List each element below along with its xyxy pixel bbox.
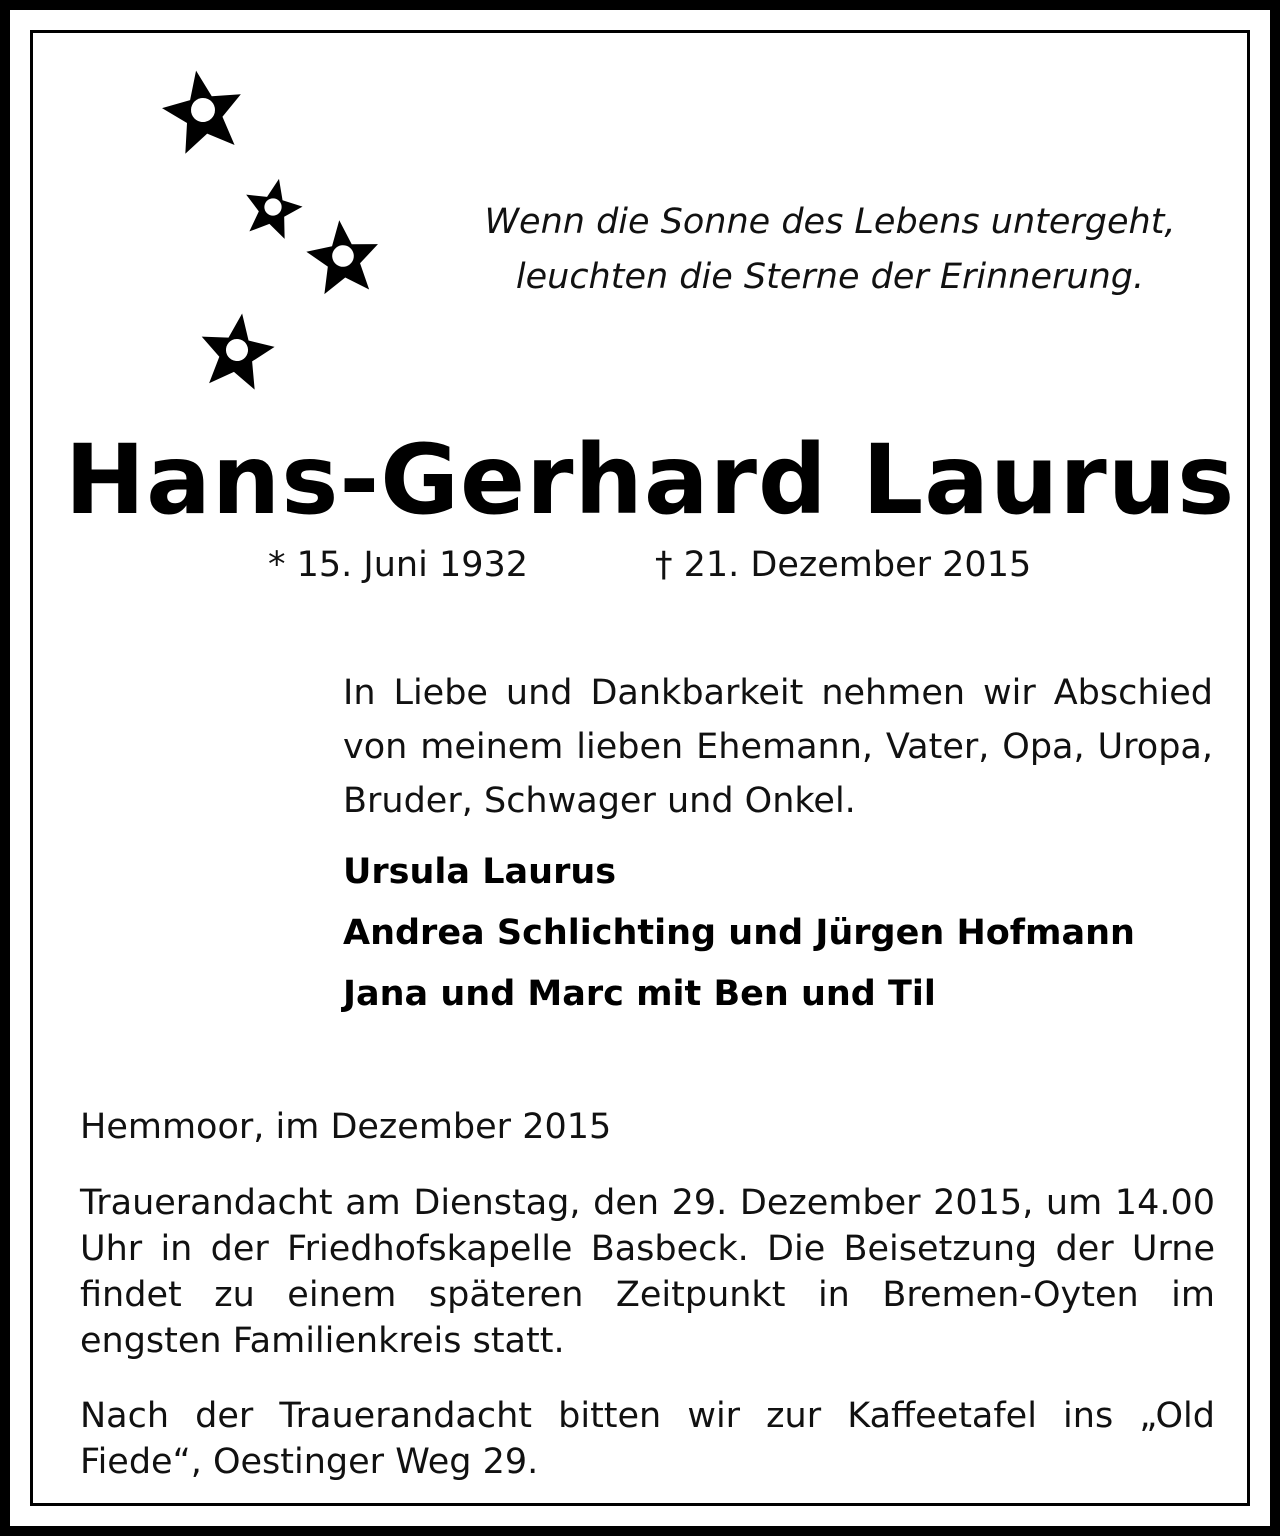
deceased-name: Hans-Gerhard Laurus — [64, 424, 1236, 536]
reception-details: Nach der Trauerandacht bitten wir zur Kaffeetafel ins „Old Fiede“, Oestinger Weg 29. — [80, 1396, 1215, 1482]
mourner-name: Jana und Marc mit Ben und Til — [343, 974, 936, 1014]
star-icon — [157, 64, 250, 157]
star-icon — [195, 308, 278, 391]
quote-line-1: Wenn die Sonne des Lebens untergeht, — [484, 202, 1176, 242]
birth-date: * 15. Juni 1932 — [268, 545, 529, 585]
quote-line-2: leuchten die Sterne der Erinnerung. — [515, 257, 1145, 297]
place-and-date: Hemmoor, im Dezember 2015 — [80, 1107, 612, 1147]
memorial-quote — [450, 195, 1210, 305]
death-date: † 21. Dezember 2015 — [655, 545, 1032, 585]
farewell-text: In Liebe und Dankbarkeit nehmen wir Abschied von meinem lieben Ehemann, Vater, Opa, Uropa, Bruder, Schwager und Onkel. — [343, 673, 1213, 821]
star-icon — [239, 173, 307, 241]
mourner-name: Andrea Schlichting und Jürgen Hofmann — [343, 913, 1135, 953]
star-icon — [303, 216, 382, 295]
mourners-list — [343, 842, 1223, 1025]
service-details: Trauerandacht am Dienstag, den 29. Dezember 2015, um 14.00 Uhr in der Friedhofskapelle Basbeck. Die Beisetzung der Urne findet zu einem späteren Zeitpunkt in Bremen-Oyten im engsten Familienkreis statt. — [80, 1183, 1215, 1361]
mourner-name: Ursula Laurus — [343, 852, 617, 892]
